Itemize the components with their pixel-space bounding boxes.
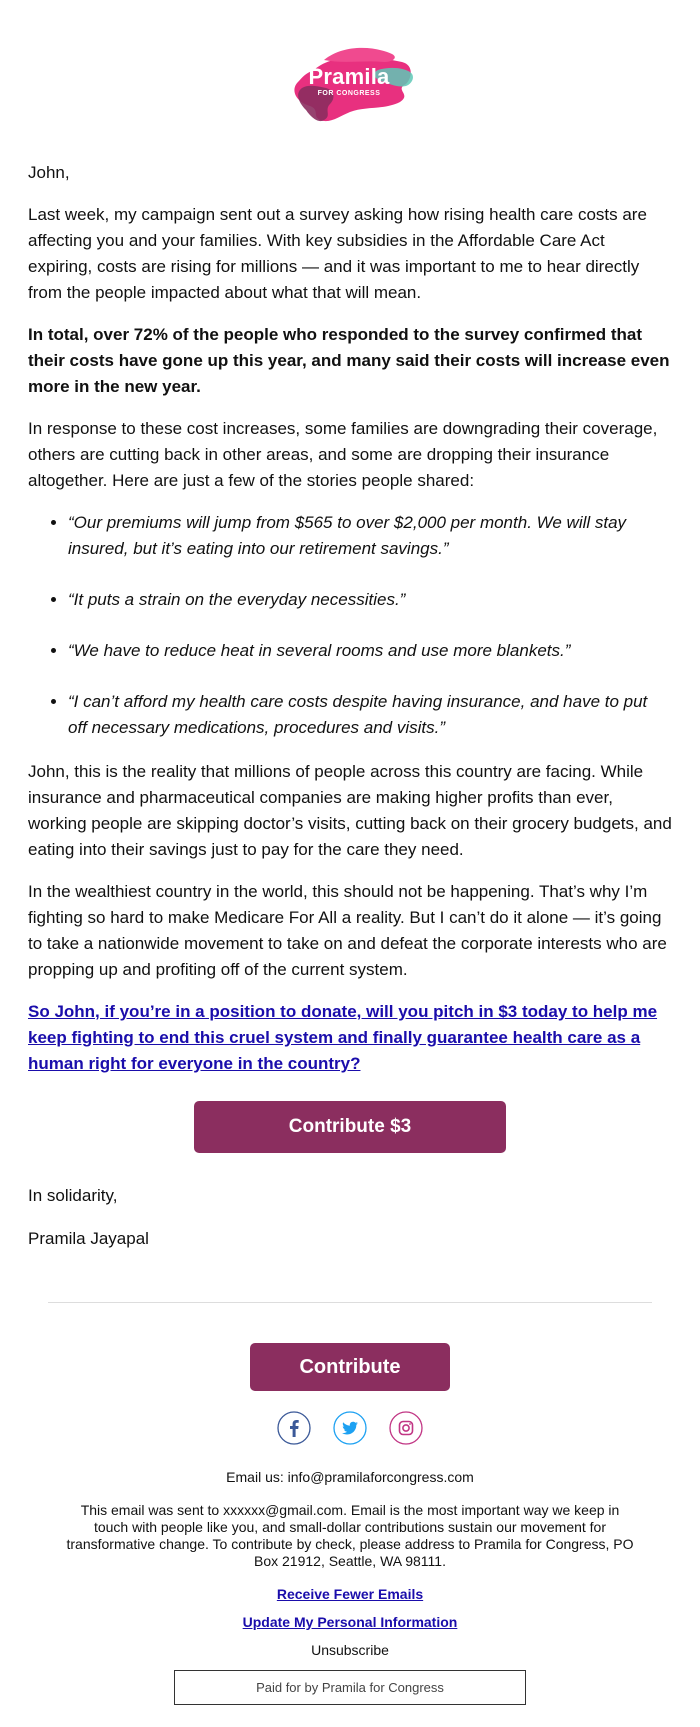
disclaimer-text: This email was sent to xxxxxx@gmail.com. Email is the most important way we keep in touch with people like you, and small-dollar contributions sustain our movement for transformative change. To contribute by check, please address to Pramila for Congress, PO Box 21912, Seattle, WA 98111.: [66, 1502, 634, 1569]
paragraph-responses: In response to these cost increases, some families are downgrading their coverage, others are cutting back in other areas, and some are dropping their insurance altogether. Here are just a few of the stories people shared:: [28, 419, 658, 490]
campaign-logo[interactable]: [274, 32, 424, 132]
logo-subtitle: FOR CONGRESS: [317, 90, 381, 97]
logo-wordmark: Pramila: [308, 64, 390, 89]
receive-fewer-emails-link[interactable]: Receive Fewer Emails: [276, 1586, 424, 1602]
facebook-icon: [277, 1411, 311, 1445]
footer: [24, 1343, 676, 1705]
instagram-icon: [389, 1411, 423, 1445]
email-us-line: Email us: info@pramilaforcongress.com: [226, 1469, 474, 1485]
quote-item: • “We have to reduce heat in several rooms and use more blankets.”: [68, 638, 672, 664]
email-container: [24, 0, 676, 1705]
donate-ask-link[interactable]: So John, if you’re in a position to donate, will you pitch in $3 today to help me keep fighting to end this cruel system and finally guarantee health care as a human right for everyone in the country?: [28, 1002, 658, 1073]
quote-item: • “I can’t afford my health care costs despite having insurance, and have to put off necessary medications, procedures and visits.”: [68, 689, 672, 741]
quote-item: • “It puts a strain on the everyday necessities.”: [68, 587, 672, 613]
greeting: John,: [28, 163, 70, 182]
paragraph-statistic: In total, over 72% of the people who responded to the survey confirmed that their costs have gone up this year, and many said their costs will increase even more in the new year.: [28, 325, 670, 396]
footer-divider: [48, 1302, 652, 1303]
footer-contribute-row: [24, 1343, 676, 1391]
quote-list: [28, 510, 672, 741]
signoff: In solidarity,: [28, 1186, 118, 1205]
unsubscribe-link[interactable]: Unsubscribe: [311, 1642, 389, 1658]
instagram-link[interactable]: [389, 1411, 423, 1445]
twitter-icon: [333, 1411, 367, 1445]
facebook-link[interactable]: [277, 1411, 311, 1445]
twitter-link[interactable]: [333, 1411, 367, 1445]
paragraph-reality: John, this is the reality that millions of people across this country are facing. While insurance and pharmaceutical companies are making higher profits than ever, working people are skipping doctor’s visits, cutting back on their grocery budgets, and eating into their savings just to pay for the care they need.: [28, 762, 672, 859]
contribute-3-button[interactable]: Contribute $3: [194, 1101, 506, 1153]
header: [24, 0, 676, 140]
contribute-row: [28, 1101, 672, 1153]
signature: Pramila Jayapal: [28, 1229, 149, 1248]
footer-contribute-button[interactable]: Contribute: [250, 1343, 450, 1391]
paragraph-survey: Last week, my campaign sent out a survey asking how rising health care costs are affecting you and your families. With key subsidies in the Affordable Care Act expiring, costs are rising for millions — and it was important to me to hear directly from the people impacted about what that will mean.: [28, 205, 647, 302]
social-links: [24, 1411, 676, 1445]
paid-for-disclaimer: Paid for by Pramila for Congress: [174, 1670, 526, 1705]
update-info-link[interactable]: Update My Personal Information: [242, 1614, 458, 1630]
quote-item: • “Our premiums will jump from $565 to over $2,000 per month. We will stay insured, but it’s eating into our retirement savings.”: [68, 510, 672, 562]
paragraph-medicare: In the wealthiest country in the world, this should not be happening. That’s why I’m fighting so hard to make Medicare For All a reality. But I can’t do it alone — it’s going to take a nationwide movement to take on and defeat the corporate interests who are propping up and profiting off of the current system.: [28, 882, 667, 979]
email-body: [24, 160, 676, 1252]
